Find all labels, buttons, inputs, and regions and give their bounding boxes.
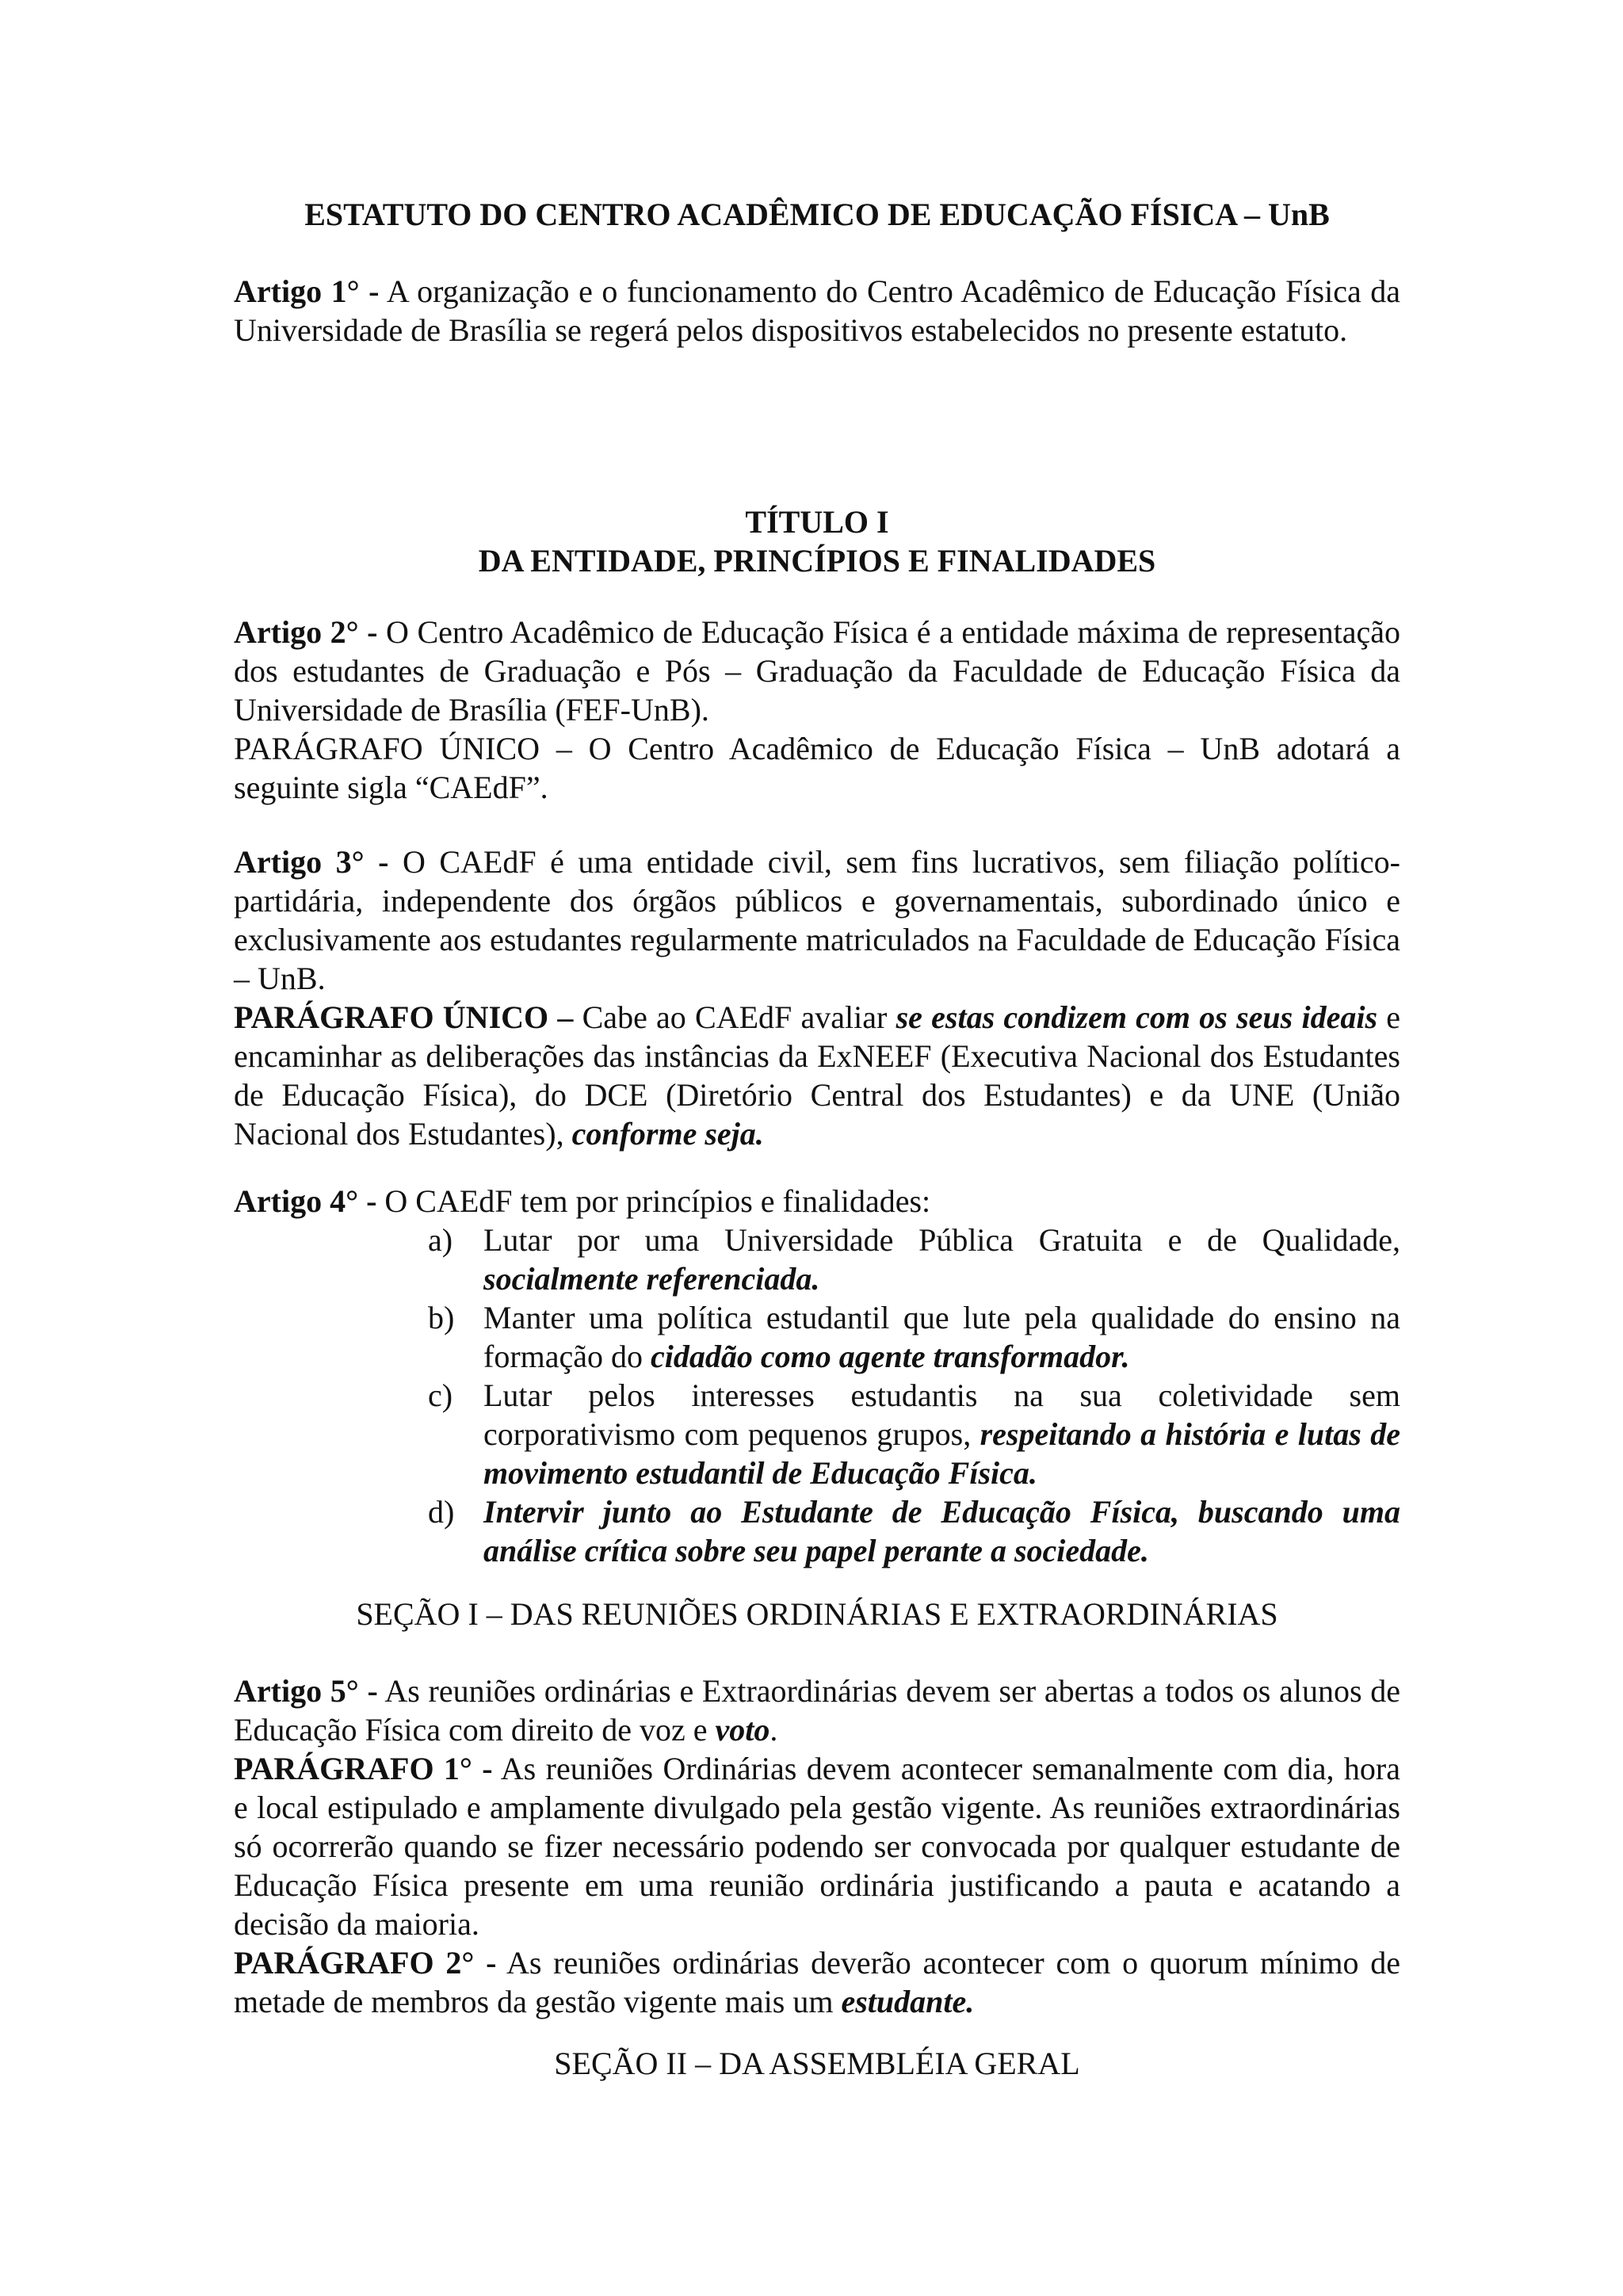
list-marker: d)	[428, 1494, 455, 1530]
list-item-emph: respeitando a história e lutas de movimento estudantil de Educação Física.	[483, 1416, 1400, 1491]
article-5-emph: voto	[715, 1712, 770, 1748]
article-5-label: Artigo 5° -	[234, 1673, 378, 1709]
article-1-text: A organização e o funcionamento do Centro Acadêmico de Educação Física da Universidade de Brasília se regerá pelos dispositivos estabelecidos no presente estatuto.	[234, 273, 1401, 348]
article-5-paragraph-2-emph: estudante.	[841, 1984, 975, 2019]
titulo-1-name: DA ENTIDADE, PRINCÍPIOS E FINALIDADES	[478, 543, 1156, 579]
titulo-1-number: TÍTULO I	[745, 504, 889, 540]
article-5-paragraph-1-text: As reuniões Ordinárias devem acontecer semanalmente com dia, hora e local estipulado e amplamente divulgado pela gestão vigente. As reuniões extraordinárias só ocorrerão quando se fizer necessário podendo ser convocada por qualquer estudante de Educação Física presente em uma reunião ordinária justificando a pauta e acatando a decisão da maioria.	[234, 1751, 1400, 1942]
article-3-text: O CAEdF é uma entidade civil, sem fins lucrativos, sem filiação político-partidária, independente dos órgãos públicos e governamentais, subordinado único e exclusivamente aos estudantes regularmente matriculados na Faculdade de Educação Física – UnB.	[234, 844, 1400, 996]
article-3-paragraph-label: PARÁGRAFO ÚNICO –	[234, 999, 574, 1035]
article-2-paragraph: PARÁGRAFO ÚNICO – O Centro Acadêmico de Educação Física – UnB adotará a seguinte sigla “CAEdF”.	[234, 731, 1400, 805]
list-item-emph: socialmente referenciada.	[483, 1261, 820, 1297]
list-item-text: Lutar por uma Universidade Pública Gratuita e de Qualidade,	[483, 1222, 1400, 1258]
article-5-paragraph-2-label: PARÁGRAFO 2° -	[234, 1945, 497, 1981]
article-4	[234, 1182, 1400, 1570]
article-1-label: Artigo 1° -	[234, 273, 380, 309]
list-item	[234, 1221, 1400, 1298]
article-2-text: O Centro Acadêmico de Educação Física é a entidade máxima de representação dos estudantes de Graduação e Pós – Graduação da Faculdade de Educação Física da Universidade de Brasília (FEF-UnB).	[234, 614, 1400, 728]
article-4-label: Artigo 4° -	[234, 1183, 377, 1219]
article-5-text: As reuniões ordinárias e Extraordinárias devem ser abertas a todos os alunos de Educação Física com direito de voz e	[234, 1673, 1400, 1748]
list-item	[234, 1376, 1400, 1492]
article-5-end: .	[769, 1712, 778, 1748]
article-5	[234, 1671, 1400, 2021]
article-3	[234, 842, 1400, 1153]
article-3-label: Artigo 3° -	[234, 844, 389, 880]
article-5-paragraph-1-label: PARÁGRAFO 1° -	[234, 1751, 493, 1786]
list-item-text: Manter uma política estudantil que lute pela qualidade do ensino na formação do	[483, 1300, 1400, 1374]
titulo-1-heading	[234, 502, 1400, 580]
article-3-paragraph-text-1: Cabe ao CAEdF avaliar	[573, 999, 896, 1035]
article-3-paragraph-emph-2: conforme seja.	[571, 1116, 764, 1152]
article-2-label: Artigo 2° -	[234, 614, 378, 650]
list-item	[234, 1492, 1400, 1570]
article-2	[234, 613, 1400, 807]
article-1	[234, 272, 1400, 350]
list-item-text: Lutar pelos interesses estudantis na sua coletividade sem corporativismo com pequenos grupos,	[483, 1377, 1400, 1452]
list-item-emph: cidadão como agente transformador.	[651, 1339, 1130, 1374]
article-4-list	[234, 1221, 1400, 1570]
article-4-text: O CAEdF tem por princípios e finalidades:	[376, 1183, 931, 1219]
article-3-paragraph-text-2: e encaminhar as deliberações das instâncias da ExNEEF (Executiva Nacional dos Estudantes de Educação Física), do DCE (Diretório Central dos Estudantes) e da UNE (União Nacional dos Estudantes),	[234, 999, 1401, 1152]
article-3-paragraph-emph-1: se estas condizem com os seus ideais	[896, 999, 1378, 1035]
list-marker: b)	[428, 1300, 455, 1335]
document-title: ESTATUTO DO CENTRO ACADÊMICO DE EDUCAÇÃO FÍSICA – UnB	[304, 197, 1330, 232]
section-1-heading: SEÇÃO I – DAS REUNIÕES ORDINÁRIAS E EXTRAORDINÁRIAS	[356, 1596, 1278, 1632]
list-marker: c)	[428, 1377, 453, 1413]
section-2-heading: SEÇÃO II – DA ASSEMBLÉIA GERAL	[554, 2046, 1080, 2081]
list-item-emph: Intervir junto ao Estudante de Educação Física, buscando uma análise crítica sobre seu papel perante a sociedade.	[483, 1494, 1400, 1568]
list-marker: a)	[428, 1222, 453, 1258]
list-item	[234, 1298, 1400, 1376]
article-5-paragraph-2-text: As reuniões ordinárias deverão acontecer com o quorum mínimo de metade de membros da gestão vigente mais um	[234, 1945, 1400, 2019]
